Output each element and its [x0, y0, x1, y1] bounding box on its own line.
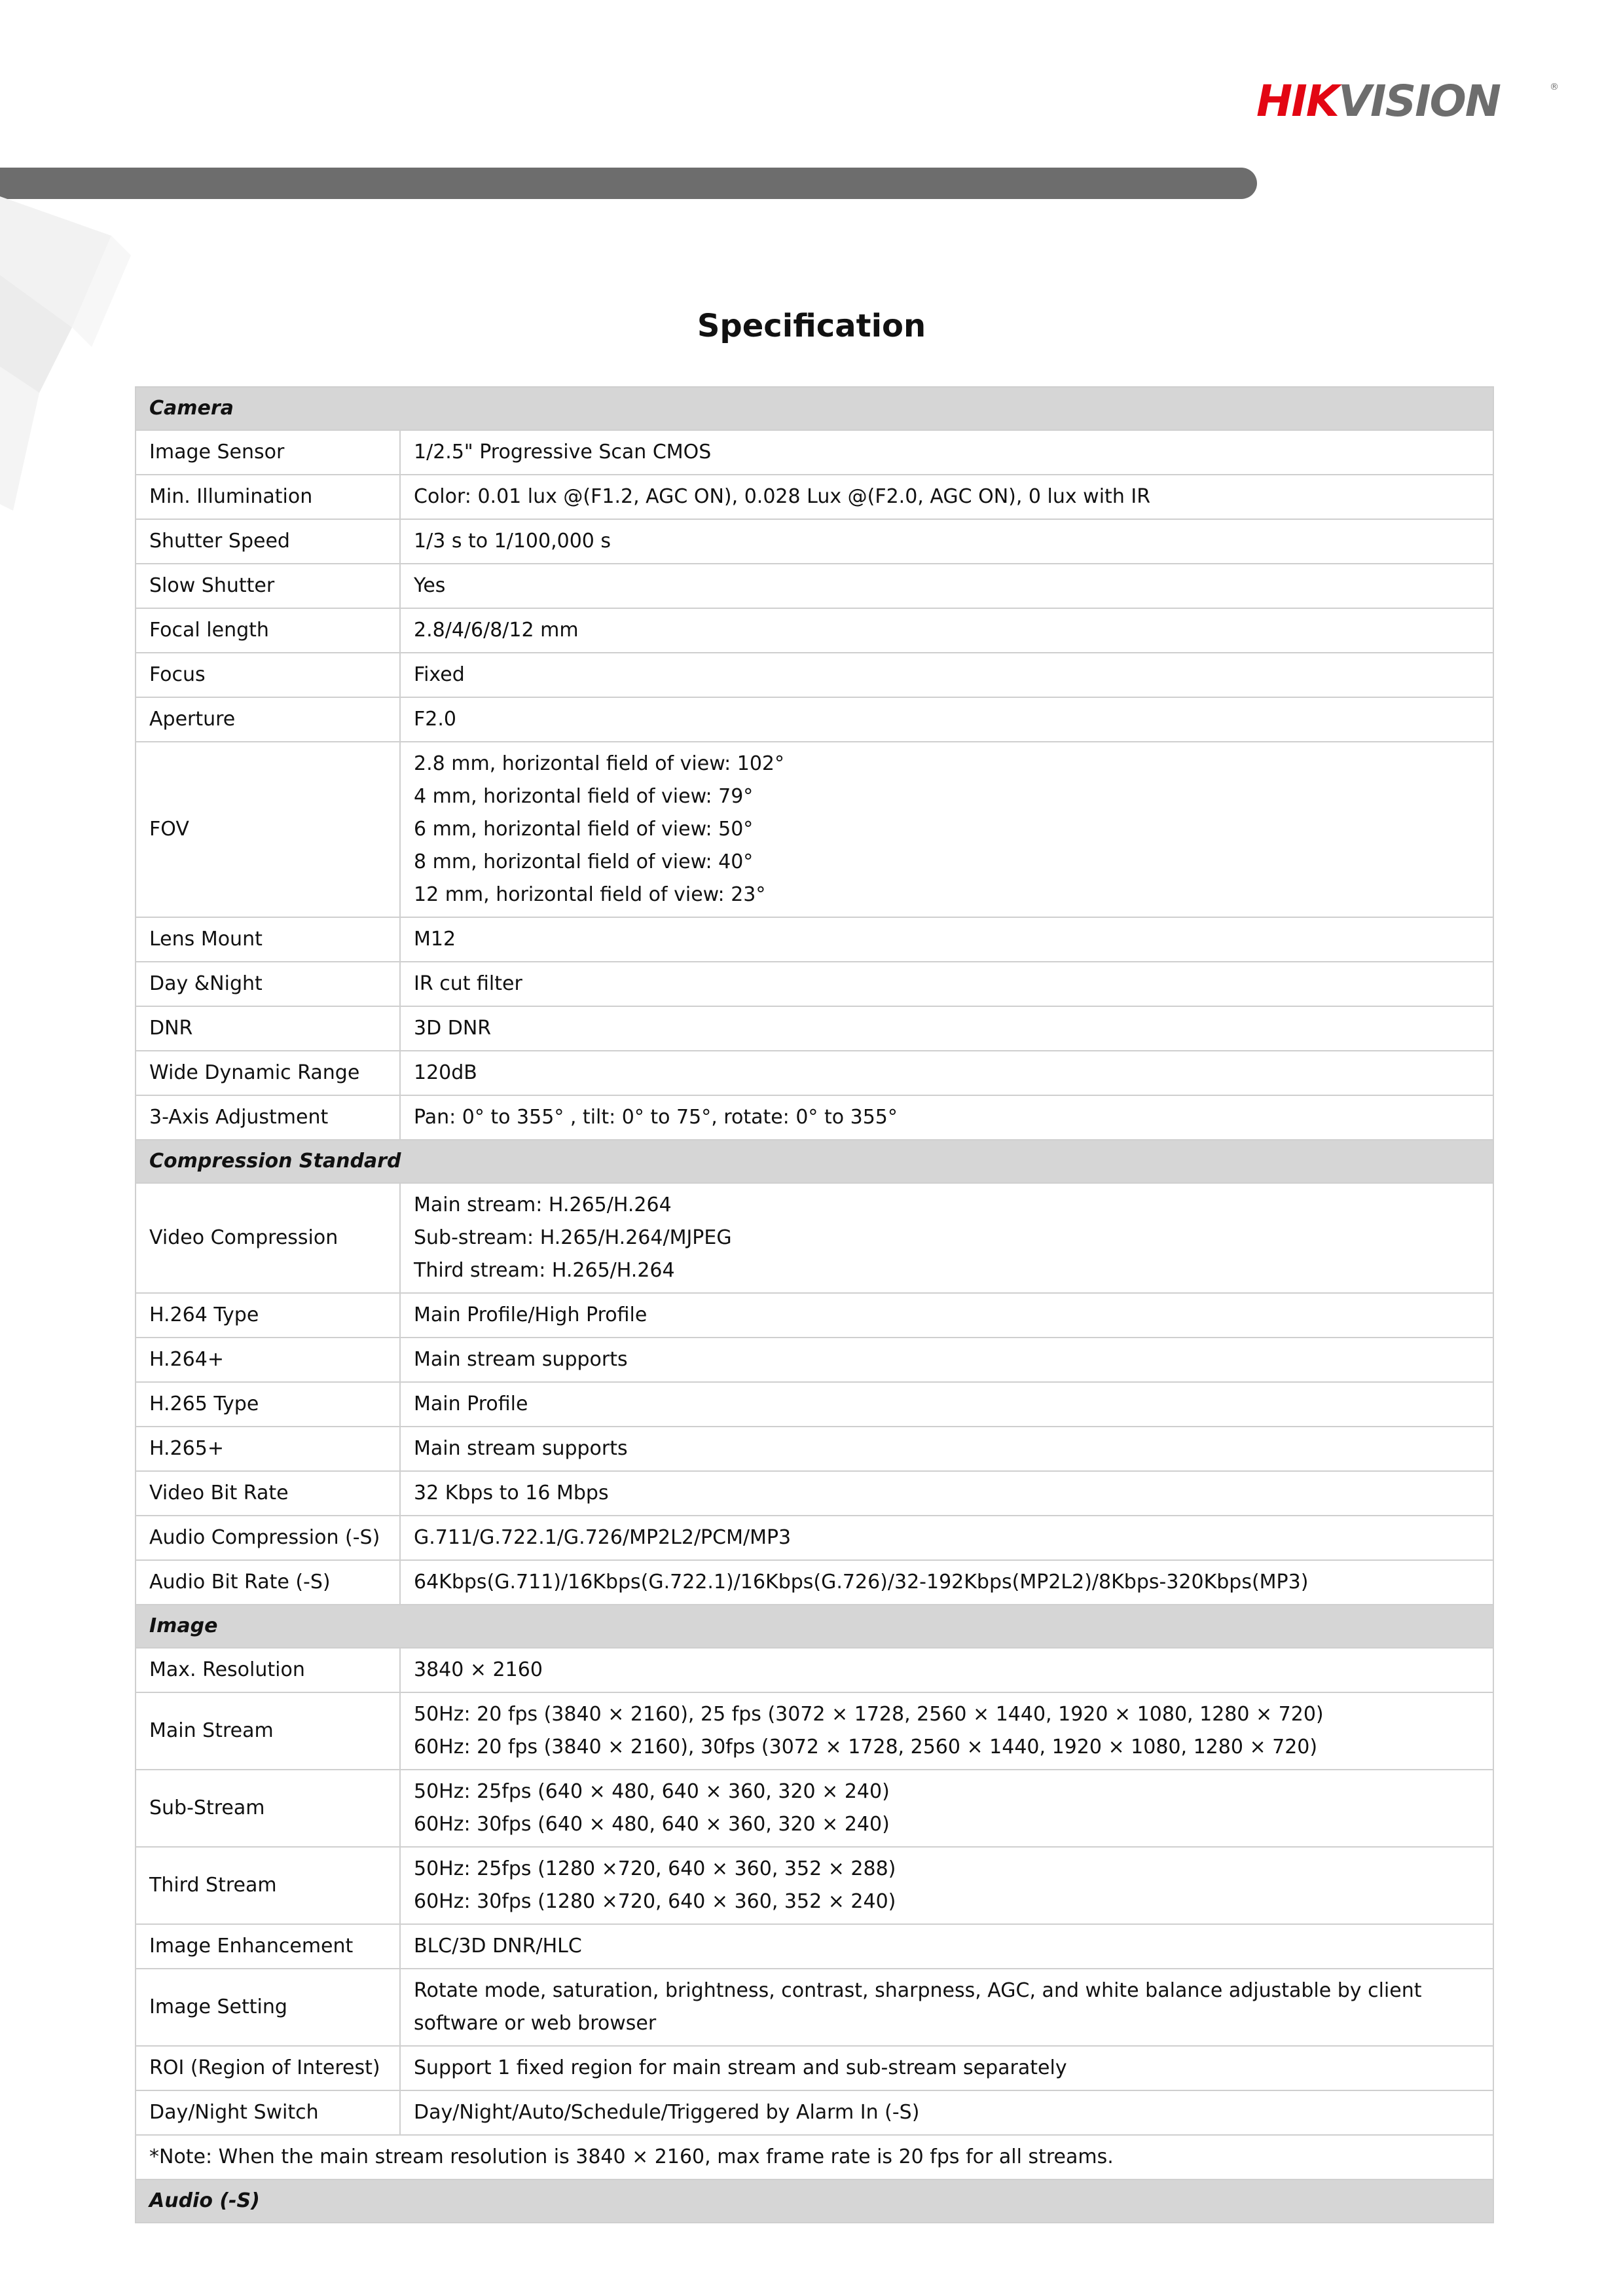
spec-row-h-264 — [136, 1338, 1493, 1382]
spec-label: Day &Night — [136, 962, 400, 1006]
spec-label: Shutter Speed — [136, 519, 400, 564]
spec-label: Slow Shutter — [136, 564, 400, 608]
spec-value-line: Support 1 fixed region for main stream and sub-stream separately — [414, 2056, 1067, 2079]
spec-value-line: Pan: 0° to 355° , tilt: 0° to 75°, rotate: 0° to 355° — [414, 1106, 898, 1129]
spec-value-line: Main stream: H.265/H.264 — [414, 1194, 672, 1216]
spec-value-line: 3D DNR — [414, 1017, 492, 1040]
section-header-image — [136, 1605, 1493, 1648]
section-header-compression-standard — [136, 1140, 1493, 1183]
spec-value — [400, 1293, 1493, 1338]
spec-value-line: Main Profile/High Profile — [414, 1303, 647, 1326]
spec-label: 3-Axis Adjustment — [136, 1095, 400, 1140]
spec-value-line: software or web browser — [414, 2012, 657, 2035]
spec-label: Focus — [136, 653, 400, 697]
spec-row-day-night — [136, 962, 1493, 1006]
spec-value — [400, 1560, 1493, 1605]
note-row — [136, 2135, 1493, 2179]
svg-text:®: ® — [1550, 82, 1559, 92]
spec-label: Max. Resolution — [136, 1648, 400, 1692]
spec-row-image-sensor — [136, 430, 1493, 475]
spec-row-focal-length — [136, 608, 1493, 653]
spec-value-line: Color: 0.01 lux @(F1.2, AGC ON), 0.028 Lux @(F2.0, AGC ON), 0 lux with IR — [414, 485, 1151, 508]
spec-value — [400, 1095, 1493, 1140]
spec-label: H.264+ — [136, 1338, 400, 1382]
spec-row-h-264-type — [136, 1293, 1493, 1338]
spec-value-line: 12 mm, horizontal field of view: 23° — [414, 883, 766, 906]
spec-value — [400, 1006, 1493, 1051]
spec-value-line: 32 Kbps to 16 Mbps — [414, 1482, 609, 1504]
spec-label: Video Compression — [136, 1183, 400, 1293]
spec-label: Image Setting — [136, 1969, 400, 2046]
spec-value-line: 3840 × 2160 — [414, 1658, 543, 1681]
spec-value-line: Yes — [414, 574, 446, 597]
spec-row-image-enhancement — [136, 1924, 1493, 1969]
spec-value — [400, 2090, 1493, 2135]
spec-value-line: 2.8 mm, horizontal field of view: 102° — [414, 752, 785, 775]
spec-label: Day/Night Switch — [136, 2090, 400, 2135]
spec-value — [400, 1338, 1493, 1382]
spec-value — [400, 519, 1493, 564]
spec-row-roi-region-of-interest — [136, 2046, 1493, 2090]
spec-row-shutter-speed — [136, 519, 1493, 564]
spec-value-line: 60Hz: 20 fps (3840 × 2160), 30fps (3072 × 1728, 2560 × 1440, 1920 × 1080, 1280 × 720) — [414, 1736, 1318, 1758]
spec-value-line: Main stream supports — [414, 1348, 628, 1371]
spec-value-line: 64Kbps(G.711)/16Kbps(G.722.1)/16Kbps(G.726)/32-192Kbps(MP2L2)/8Kbps-320Kbps(MP3) — [414, 1571, 1309, 1594]
spec-value — [400, 2046, 1493, 2090]
spec-value-line: 50Hz: 25fps (1280 ×720, 640 × 360, 352 × 288) — [414, 1857, 896, 1880]
spec-value — [400, 1770, 1493, 1847]
spec-label: H.265 Type — [136, 1382, 400, 1427]
spec-label: ROI (Region of Interest) — [136, 2046, 400, 2090]
spec-row-dnr — [136, 1006, 1493, 1051]
spec-value — [400, 917, 1493, 962]
spec-value-line: 6 mm, horizontal field of view: 50° — [414, 818, 754, 841]
section-title: Audio (-S) — [136, 2179, 1493, 2223]
spec-row-slow-shutter — [136, 564, 1493, 608]
spec-row-max-resolution — [136, 1648, 1493, 1692]
spec-value — [400, 1648, 1493, 1692]
spec-value-line: Third stream: H.265/H.264 — [414, 1259, 675, 1282]
section-title: Camera — [136, 387, 1493, 430]
spec-row-day-night-switch — [136, 2090, 1493, 2135]
spec-value — [400, 1692, 1493, 1770]
hikvision-logo — [1256, 75, 1558, 128]
spec-label: Aperture — [136, 697, 400, 742]
spec-value — [400, 697, 1493, 742]
specification-table — [135, 386, 1494, 2223]
spec-label: Video Bit Rate — [136, 1471, 400, 1516]
spec-label: Focal length — [136, 608, 400, 653]
spec-value — [400, 1847, 1493, 1924]
note-text: *Note: When the main stream resolution is 3840 × 2160, max frame rate is 20 fps for all streams. — [136, 2135, 1493, 2179]
spec-row-h-265-type — [136, 1382, 1493, 1427]
spec-row-min-illumination — [136, 475, 1493, 519]
spec-row-image-setting — [136, 1969, 1493, 2046]
spec-value-line: Main Profile — [414, 1393, 528, 1415]
spec-row-video-compression — [136, 1183, 1493, 1293]
spec-label: DNR — [136, 1006, 400, 1051]
spec-value-line: IR cut filter — [414, 972, 522, 995]
spec-value-line: 60Hz: 30fps (640 × 480, 640 × 360, 320 × 240) — [414, 1813, 890, 1836]
header-bar — [0, 168, 1257, 199]
spec-label: H.264 Type — [136, 1293, 400, 1338]
decorative-star-shape — [0, 196, 131, 537]
spec-value — [400, 608, 1493, 653]
spec-value — [400, 1924, 1493, 1969]
spec-value — [400, 653, 1493, 697]
spec-row-third-stream — [136, 1847, 1493, 1924]
section-title: Compression Standard — [136, 1140, 1493, 1183]
spec-value — [400, 430, 1493, 475]
spec-value-line: M12 — [414, 928, 456, 951]
svg-text:HIKVISION: HIKVISION — [1256, 76, 1501, 126]
spec-label: Lens Mount — [136, 917, 400, 962]
spec-value-line: Day/Night/Auto/Schedule/Triggered by Alarm In (-S) — [414, 2101, 920, 2124]
spec-label: Main Stream — [136, 1692, 400, 1770]
spec-row-main-stream — [136, 1692, 1493, 1770]
spec-label: Image Sensor — [136, 430, 400, 475]
section-header-audio-s — [136, 2179, 1493, 2223]
spec-value-line: 50Hz: 20 fps (3840 × 2160), 25 fps (3072 × 1728, 2560 × 1440, 1920 × 1080, 1280 × 720) — [414, 1703, 1324, 1726]
spec-value-line: 8 mm, horizontal field of view: 40° — [414, 850, 754, 873]
spec-row-lens-mount — [136, 917, 1493, 962]
spec-row-3-axis-adjustment — [136, 1095, 1493, 1140]
spec-label: Third Stream — [136, 1847, 400, 1924]
spec-row-wide-dynamic-range — [136, 1051, 1493, 1095]
spec-value-line: BLC/3D DNR/HLC — [414, 1935, 582, 1958]
spec-label: Image Enhancement — [136, 1924, 400, 1969]
spec-value-line: 1/2.5" Progressive Scan CMOS — [414, 441, 712, 464]
spec-row-audio-bit-rate-s — [136, 1560, 1493, 1605]
page-title: Specification — [697, 308, 926, 344]
spec-value-line: Main stream supports — [414, 1437, 628, 1460]
spec-label: Audio Compression (-S) — [136, 1516, 400, 1560]
spec-row-h-265 — [136, 1427, 1493, 1471]
spec-value-line: 2.8/4/6/8/12 mm — [414, 619, 579, 642]
spec-value-line: F2.0 — [414, 708, 456, 731]
spec-value-line: 60Hz: 30fps (1280 ×720, 640 × 360, 352 × 240) — [414, 1890, 896, 1913]
spec-label: Wide Dynamic Range — [136, 1051, 400, 1095]
spec-value — [400, 742, 1493, 917]
spec-value — [400, 962, 1493, 1006]
spec-value-line: Sub-stream: H.265/H.264/MJPEG — [414, 1226, 732, 1249]
spec-value — [400, 1427, 1493, 1471]
spec-label: Min. Illumination — [136, 475, 400, 519]
spec-label: Sub-Stream — [136, 1770, 400, 1847]
spec-row-video-bit-rate — [136, 1471, 1493, 1516]
spec-label: Audio Bit Rate (-S) — [136, 1560, 400, 1605]
spec-row-focus — [136, 653, 1493, 697]
spec-row-aperture — [136, 697, 1493, 742]
spec-label: H.265+ — [136, 1427, 400, 1471]
section-header-camera — [136, 387, 1493, 430]
spec-value — [400, 475, 1493, 519]
spec-value — [400, 1471, 1493, 1516]
spec-row-sub-stream — [136, 1770, 1493, 1847]
spec-value-line: Rotate mode, saturation, brightness, contrast, sharpness, AGC, and white balance adjustable by client — [414, 1979, 1422, 2002]
spec-value — [400, 1516, 1493, 1560]
spec-value — [400, 1382, 1493, 1427]
spec-value-line: Fixed — [414, 663, 465, 686]
spec-row-fov — [136, 742, 1493, 917]
spec-value-line: 120dB — [414, 1061, 477, 1084]
spec-value-line: 50Hz: 25fps (640 × 480, 640 × 360, 320 × 240) — [414, 1780, 890, 1803]
spec-value-line: 1/3 s to 1/100,000 s — [414, 530, 611, 553]
spec-label: FOV — [136, 742, 400, 917]
spec-value-line: 4 mm, horizontal field of view: 79° — [414, 785, 754, 808]
spec-value — [400, 1969, 1493, 2046]
section-title: Image — [136, 1605, 1493, 1648]
spec-row-audio-compression-s — [136, 1516, 1493, 1560]
spec-value — [400, 1051, 1493, 1095]
spec-value-line: G.711/G.722.1/G.726/MP2L2/PCM/MP3 — [414, 1526, 792, 1549]
spec-value — [400, 564, 1493, 608]
spec-value — [400, 1183, 1493, 1293]
